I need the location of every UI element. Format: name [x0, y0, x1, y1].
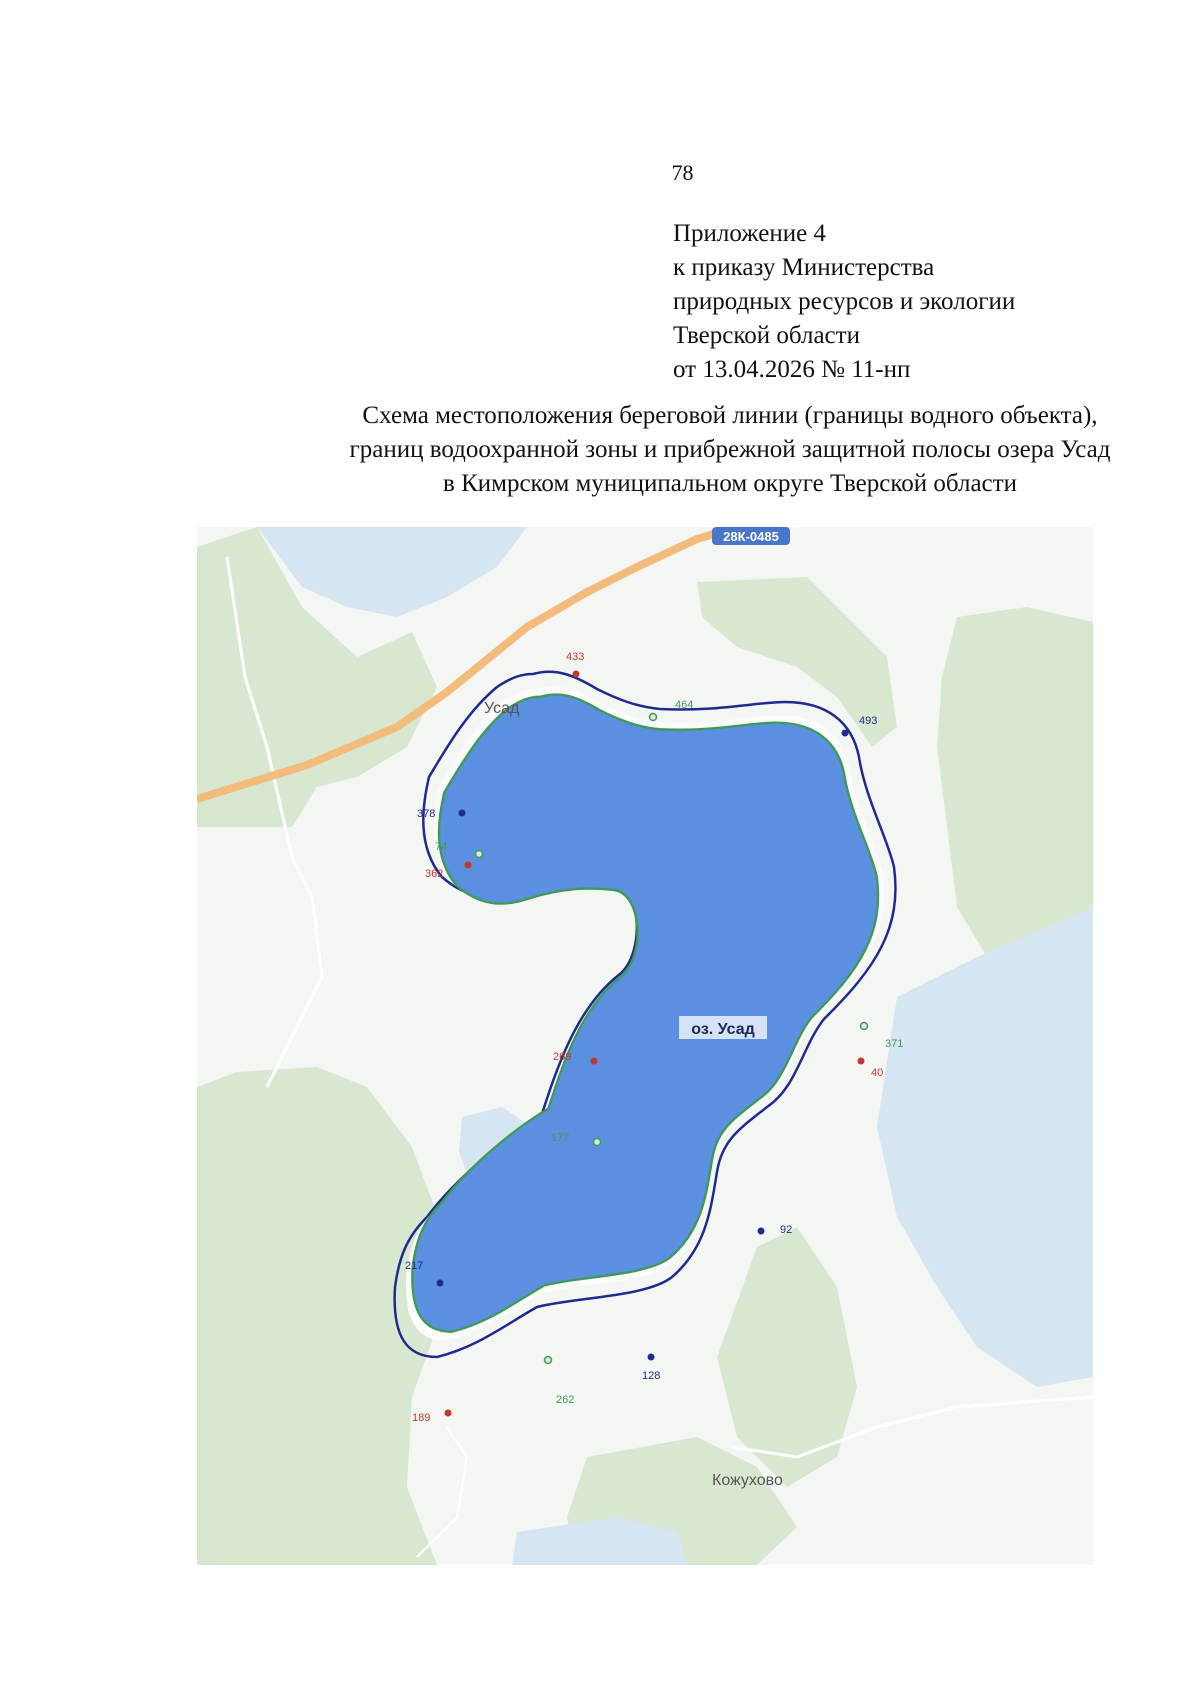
point-marker [437, 1280, 444, 1287]
point-marker [858, 1058, 865, 1065]
road-label: 28К-0485 [723, 529, 779, 544]
point-label: 378 [417, 808, 436, 820]
point-label: 74 [435, 841, 448, 853]
point-label: 493 [859, 715, 878, 727]
point-label: 262 [556, 1394, 575, 1406]
point-label: 189 [412, 1412, 431, 1424]
map-canvas [197, 527, 1093, 1565]
lake-label: оз. Усад [691, 1021, 755, 1038]
point-marker [465, 862, 472, 869]
lake-map [197, 527, 1093, 1565]
point-marker [591, 1058, 598, 1065]
point-marker [476, 851, 483, 858]
point-label: 269 [553, 1051, 572, 1063]
point-marker [594, 1139, 601, 1146]
annex-line: природных ресурсов и экологии [673, 288, 1016, 315]
title-line: границ водоохранной зоны и прибрежной защитной полосы озера Усад [349, 436, 1111, 463]
point-marker [650, 714, 657, 721]
point-label: 362 [425, 868, 444, 880]
point-marker [842, 730, 849, 737]
point-label: 177 [551, 1132, 570, 1144]
point-marker [459, 810, 466, 817]
document-title [180, 399, 1200, 501]
annex-heading [673, 217, 1015, 387]
point-label: 433 [566, 651, 585, 663]
village-label-kozhukhovo: Кожухово [712, 1472, 783, 1489]
point-marker [573, 671, 580, 678]
forest-area [197, 1067, 442, 1565]
point-marker [545, 1357, 552, 1364]
point-marker [861, 1023, 868, 1030]
title-line: Схема местоположения береговой линии (границы водного объекта), [362, 402, 1098, 429]
point-marker [758, 1228, 765, 1235]
point-marker [648, 1354, 655, 1361]
annex-line: от 13.04.2026 № 11-нп [673, 356, 911, 383]
point-label: 464 [675, 699, 694, 711]
annex-line: Тверской области [673, 322, 860, 349]
annex-line: Приложение 4 [673, 220, 826, 247]
point-marker [445, 1410, 452, 1417]
page-number: 78 [671, 160, 694, 185]
title-line: в Кимрском муниципальном округе Тверской области [443, 470, 1017, 497]
point-label: 92 [780, 1224, 793, 1236]
annex-line: к приказу Министерства [673, 254, 935, 281]
point-label: 217 [405, 1260, 424, 1272]
point-label: 371 [885, 1038, 904, 1050]
point-label: 128 [642, 1370, 661, 1382]
point-label: 40 [871, 1067, 884, 1079]
village-label-usad: Усад [484, 700, 520, 717]
